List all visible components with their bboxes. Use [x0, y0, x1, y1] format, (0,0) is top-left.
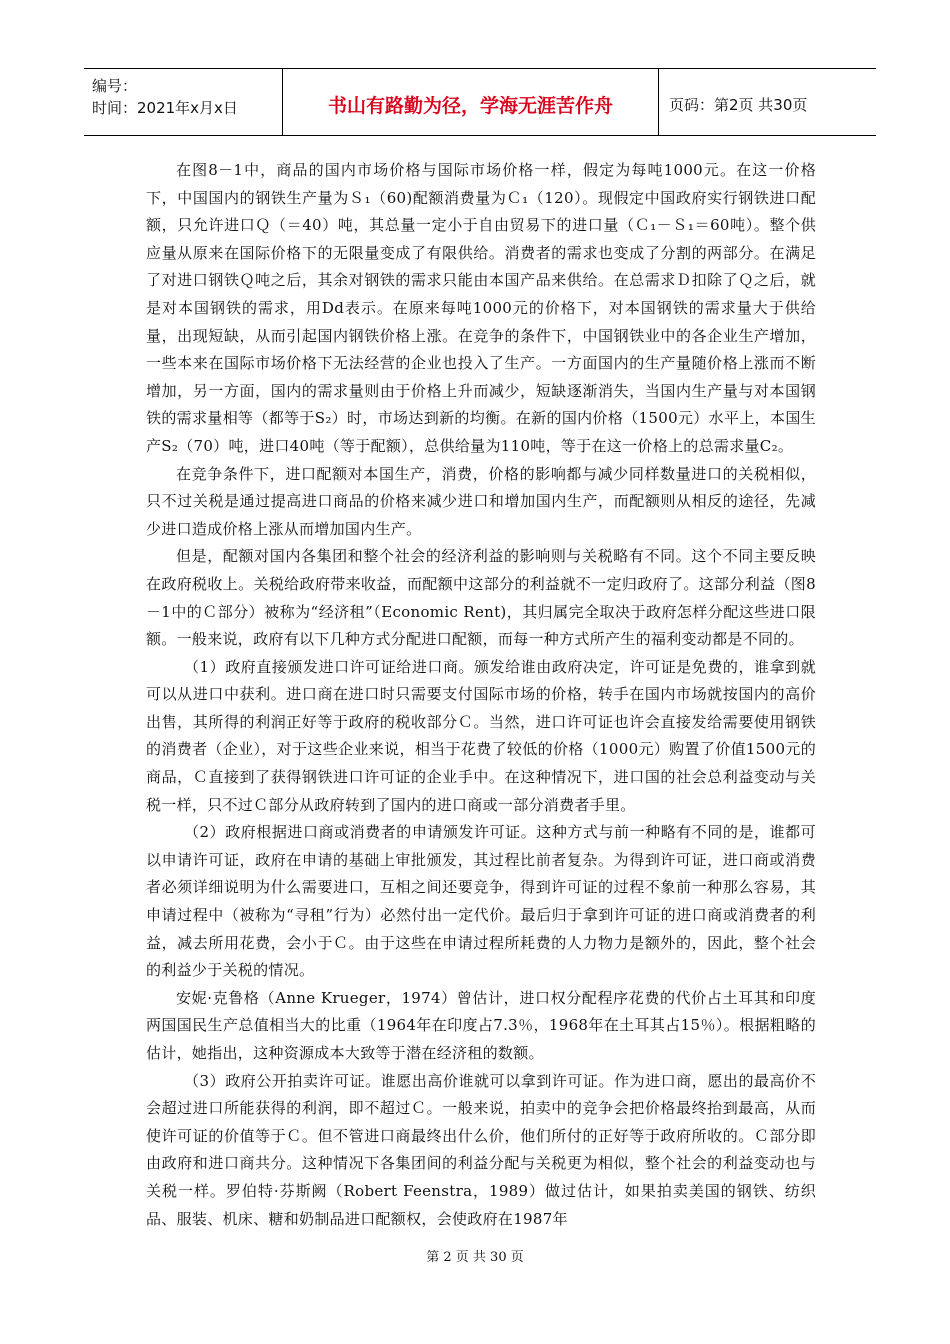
paragraph: 在图8－1中，商品的国内市场价格与国际市场价格一样，假定为每吨1000元。在这一价格下，中国国内的钢铁生产量为Ｓ₁（60)配额消费量为Ｃ₁（120）。现假定中国政府实行钢铁进口配额，只允许进口Ｑ（＝40）吨，其总量一定小于自由贸易下的进口量（Ｃ₁－Ｓ₁＝60吨）。整个供应量从原来在国际价格下的无限量变成了有限供给。消费者的需求也变成了分割的两部分。在满足了对进口钢铁Ｑ吨之后，其余对钢铁的需求只能由本国产品来供给。在总需求Ｄ扣除了Ｑ之后，就是对本国钢铁的需求，用Dd表示。在原来每吨1000元的价格下，对本国钢铁的需求量大于供给量，出现短缺，从而引起国内钢铁价格上涨。在竞争的条件下，中国钢铁业中的各企业生产增加，一些本来在国际市场价格下无法经营的企业也投入了生产。一方面国内的生产量随价格上涨而不断增加，另一方面，国内的需求量则由于价格上升而减少，短缺逐渐消失，当国内生产量与对本国钢铁的需求量相等（都等于S₂）时，市场达到新的均衡。在新的国内价格（1500元）水平上，本国生产S₂（70）吨，进口40吨（等于配额），总供给量为110吨，等于在这一价格上的总需求量C₂。 [146, 161, 816, 455]
document-header [84, 68, 876, 136]
page-footer: 第 2 页 共 30 页 [426, 1250, 524, 1265]
paragraph: （1）政府直接颁发进口许可证给进口商。颁发给谁由政府决定，许可证是免费的，谁拿到就可以从进口中获利。进口商在进口时只需要支付国际市场的价格，转手在国内市场就按国内的高价出售，其所得的利润正好等于政府的税收部分Ｃ。当然，进口许可证也许会直接发给需要使用钢铁的消费者（企业），对于这些企业来说，相当于花费了较低的价格（1000元）购置了价值1500元的商品，Ｃ直接到了获得钢铁进口许可证的企业手中。在这种情况下，进口国的社会总利益变动与关税一样，只不过Ｃ部分从政府转到了国内的进口商或一部分消费者手里。 [146, 657, 816, 814]
header-motto-cell [283, 69, 659, 135]
page-info: 页码：第2页 共30页 [669, 96, 808, 114]
paragraph: 安妮·克鲁格（Anne Krueger，1974）曾估计，进口权分配程序花费的代价占土耳其和印度两国国民生产总值相当大的比重（1964年在印度占7.3％，1968年在土耳其占15％）。根据粗略的估计，她指出，这种资源成本大致等于潜在经济租的数额。 [146, 988, 816, 1062]
header-meta-cell [84, 69, 283, 135]
paragraph: （2）政府根据进口商或消费者的申请颁发许可证。这种方式与前一种略有不同的是，谁都可以申请许可证，政府在申请的基础上审批颁发，其过程比前者复杂。为得到许可证，进口商或消费者必须详细说明为什么需要进口，互相之间还要竞争，得到许可证的过程不象前一种那么容易，其申请过程中（被称为“寻租”行为）必然付出一定代价。最后归于拿到许可证的进口商或消费者的利益，减去所用花费，会小于Ｃ。由于这些在申请过程所耗费的人力物力是额外的，因此，整个社会的利益少于关税的情况。 [146, 823, 816, 980]
time-label: 时间：2021年x月x日 [92, 99, 238, 117]
motto: 书山有路勤为径，学海无涯苦作舟 [327, 95, 613, 117]
paragraph: 但是，配额对国内各集团和整个社会的经济利益的影响则与关税略有不同。这个不同主要反映在政府税收上。关税给政府带来收益，而配额中这部分的利益就不一定归政府了。这部分利益（图8－1中的Ｃ部分）被称为“经济租”（Economic Rent)，其归属完全取决于政府怎样分配这些进口限额。一般来说，政府有以下几种方式分配进口配额，而每一种方式所产生的福利变动都是不同的。 [146, 547, 816, 649]
paragraph: （3）政府公开拍卖许可证。谁愿出高价谁就可以拿到许可证。作为进口商，愿出的最高价不会超过进口所能获得的利润，即不超过Ｃ。一般来说，拍卖中的竞争会把价格最终抬到最高，从而使许可证的价值等于Ｃ。但不管进口商最终出什么价，他们所付的正好等于政府所收的。Ｃ部分即由政府和进口商共分。这种情况下各集团间的利益分配与关税更为相似，整个社会的利益变动也与关税一样。罗伯特·芬斯阙（Robert Feenstra，1989）做过估计，如果拍卖美国的钢铁、纺织品、服装、机床、糖和奶制品进口配额权，会使政府在1987年 [146, 1071, 816, 1228]
number-label: 编号： [92, 77, 138, 95]
header-page-cell [659, 69, 876, 135]
body-text [146, 157, 816, 1233]
paragraph: 在竞争条件下，进口配额对本国生产，消费，价格的影响都与减少同样数量进口的关税相似，只不过关税是通过提高进口商品的价格来减少进口和增加国内生产，而配额则从相反的途径，先减少进口造成价格上涨从而增加国内生产。 [146, 464, 816, 538]
